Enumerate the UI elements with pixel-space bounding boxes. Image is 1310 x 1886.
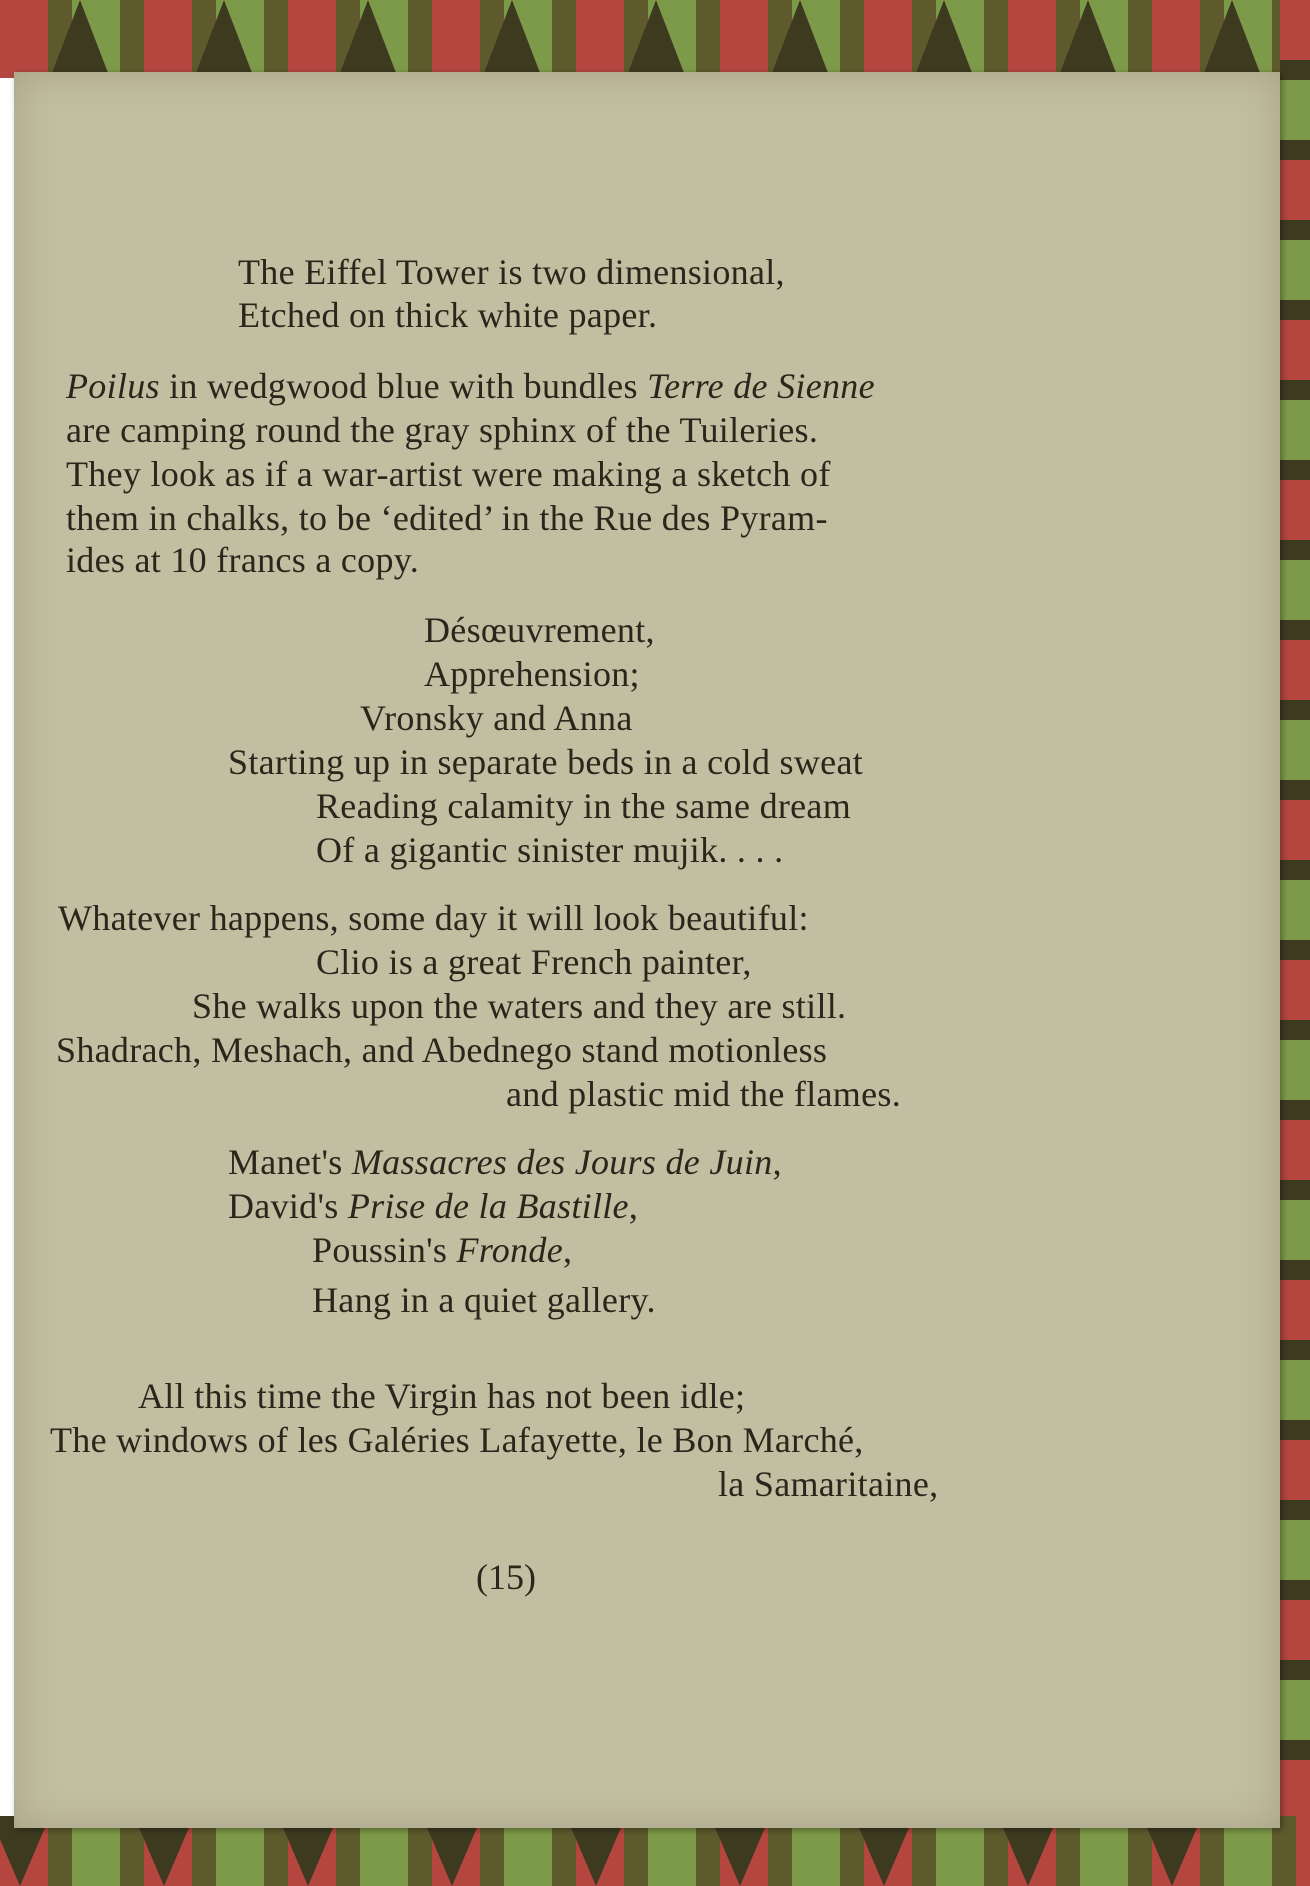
italic-title: Prise de la Bastille [347, 1186, 629, 1226]
text-run: , [563, 1230, 573, 1270]
right-patterned-border [1280, 0, 1310, 1886]
poem-line: She walks upon the waters and they are still. [192, 986, 847, 1026]
italic-term: Poilus [66, 366, 160, 406]
poem-line [66, 368, 875, 404]
italic-title: Massacres des Jours de Juin [351, 1142, 773, 1182]
top-border-pattern [0, 0, 1310, 78]
poem-line: are camping round the gray sphinx of the Tuileries. [66, 410, 819, 450]
poem-line: la Samaritaine, [718, 1464, 939, 1504]
poem-line: Vronsky and Anna [360, 698, 633, 738]
poem-line: ides at 10 francs a copy. [66, 540, 420, 580]
text-run: Manet's [228, 1142, 352, 1182]
poem-line: Whatever happens, some day it will look beautiful: [58, 898, 809, 938]
text-run: , [628, 1186, 639, 1226]
poem-line: them in chalks, to be ‘edited’ in the Rue des Pyram- [66, 498, 828, 538]
poem-line: Hang in a quiet gallery. [312, 1280, 656, 1320]
text-run: Poussin's [312, 1230, 457, 1270]
poem-line [312, 1232, 572, 1268]
poem-line: Etched on thick white paper. [238, 295, 658, 335]
italic-title: Fronde [456, 1230, 563, 1270]
poem-line: All this time the Virgin has not been idle; [138, 1376, 746, 1416]
poem-line: Apprehension; [424, 654, 640, 694]
poem-line: Of a gigantic sinister mujik. . . . [316, 830, 784, 870]
poem-line: Désœuvrement, [424, 610, 655, 650]
poem-line: Clio is a great French painter, [316, 942, 752, 982]
poem-line: They look as if a war-artist were making a sketch of [66, 454, 831, 494]
book-page [14, 72, 1280, 1828]
poem-line [228, 1188, 638, 1224]
poem-line: The windows of les Galéries Lafayette, le Bon Marché, [50, 1420, 864, 1460]
poem-line: Starting up in separate beds in a cold sweat [228, 742, 864, 782]
poem-line: Reading calamity in the same dream [316, 786, 852, 826]
poem-line: and plastic mid the flames. [506, 1074, 901, 1114]
italic-term: Terre de Sienne [647, 366, 875, 406]
poem-line: The Eiffel Tower is two dimensional, [238, 252, 785, 292]
text-run: David's [228, 1186, 348, 1226]
poem-line: Shadrach, Meshach, and Abednego stand motionless [56, 1030, 828, 1070]
text-run: in wedgwood blue with bundles [159, 366, 648, 406]
poem-line [228, 1144, 782, 1180]
text-run: , [772, 1142, 782, 1182]
page-number: (15) [476, 1557, 536, 1597]
